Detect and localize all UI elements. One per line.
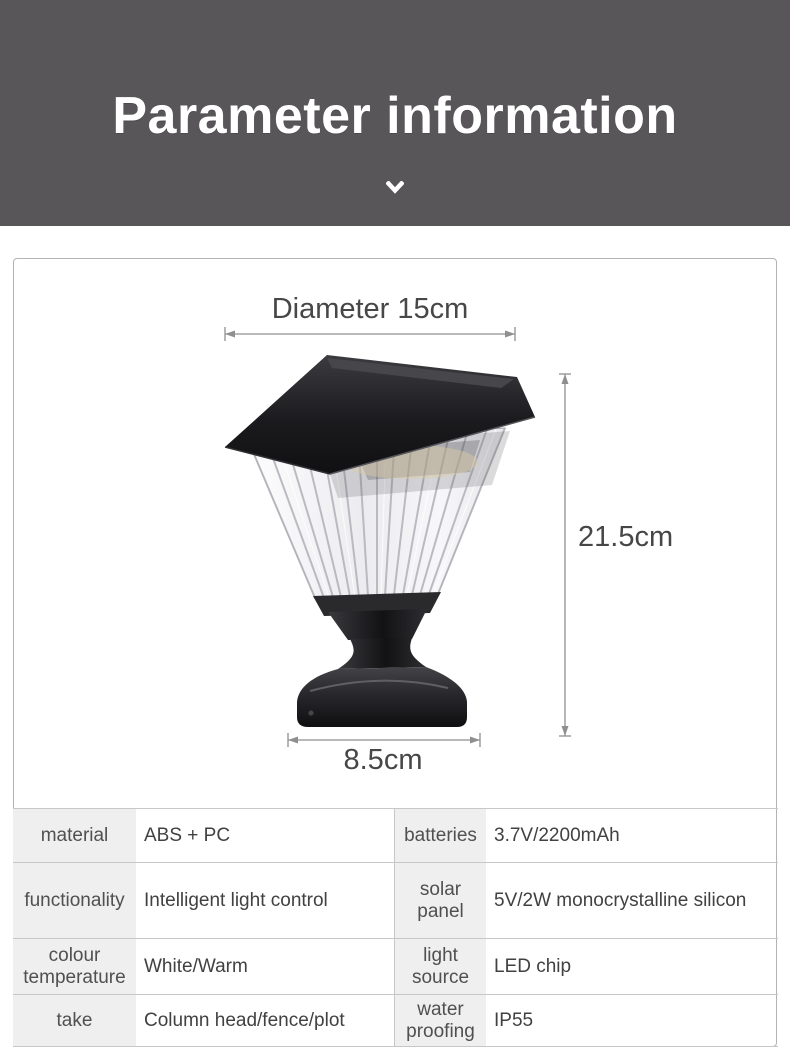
spec-value-solar-panel: 5V/2W monocrystalline silicon bbox=[486, 863, 778, 939]
dimension-label-height: 21.5cm bbox=[578, 521, 674, 553]
spec-label-take: take bbox=[13, 995, 136, 1047]
dimension-line-top bbox=[220, 326, 520, 342]
spec-table bbox=[13, 808, 778, 1046]
spec-label-functionality: functionality bbox=[13, 863, 136, 939]
spec-value-batteries: 3.7V/2200mAh bbox=[486, 809, 778, 863]
spec-label-material: material bbox=[13, 809, 136, 863]
spec-value-material: ABS + PC bbox=[136, 809, 394, 863]
spec-label-light-source: light source bbox=[394, 939, 486, 995]
spec-label-colour-temperature: colour temperature bbox=[13, 939, 136, 995]
product-image-lamp bbox=[180, 350, 560, 740]
spec-value-take: Column head/fence/plot bbox=[136, 995, 394, 1047]
header-band bbox=[0, 0, 790, 226]
spec-value-light-source: LED chip bbox=[486, 939, 778, 995]
spec-label-batteries: batteries bbox=[394, 809, 486, 863]
chevron-down-icon bbox=[386, 181, 404, 195]
spec-label-water-proofing: water proofing bbox=[394, 995, 486, 1047]
spec-value-functionality: Intelligent light control bbox=[136, 863, 394, 939]
lamp-stem bbox=[338, 638, 426, 669]
spec-value-water-proofing: IP55 bbox=[486, 995, 778, 1047]
lamp-base bbox=[297, 667, 467, 727]
spec-value-colour-temperature: White/Warm bbox=[136, 939, 394, 995]
lamp-collar bbox=[313, 592, 441, 640]
dimension-label-base: 8.5cm bbox=[343, 744, 423, 776]
dimension-label-diameter: Diameter 15cm bbox=[271, 293, 469, 325]
lamp-base-screw bbox=[308, 710, 314, 716]
spec-label-solar-panel: solar panel bbox=[394, 863, 486, 939]
page-title: Parameter information bbox=[112, 87, 678, 145]
